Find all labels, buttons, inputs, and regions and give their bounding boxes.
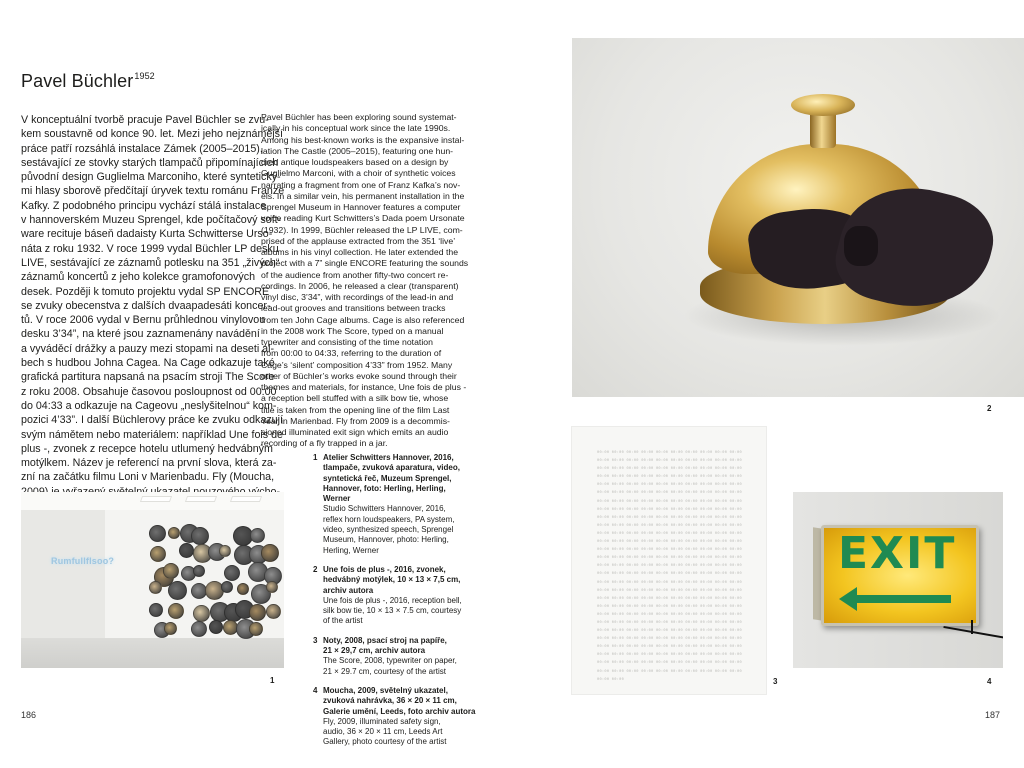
czech-text-line: LIVE, sestávající ze záznamů potlesku na 351 „živých“: [21, 256, 280, 269]
czech-text-line: Kafky. Z podobného principu vychází stálá instalace: [21, 199, 267, 212]
english-text-line: prised of the applause extracted from the 351 ‘live’: [261, 235, 456, 246]
english-body-text: [261, 112, 486, 450]
czech-text-line: sestávající ze stovky starých tlampačů připomínajících: [21, 156, 279, 169]
english-text-line: in the 2008 work The Score, typed on a manual: [261, 325, 444, 336]
figure-4-number: 4: [987, 677, 992, 686]
english-text-line: from 00:00 to 04:33, referring to the duration of: [261, 348, 442, 359]
english-text-line: Among his best-known works is the expansive instal-: [261, 134, 465, 145]
exit-arrow-icon: [853, 595, 951, 603]
english-text-line: Pavel Büchler has been exploring sound systemat-: [261, 112, 457, 122]
english-text-line: of the audience from another fifty-two concert re-: [261, 269, 449, 280]
english-text-line: voice reading Kurt Schwitters’s Dada poem Ursonate: [261, 213, 465, 224]
artist-birth-year: 1952: [134, 71, 155, 81]
english-text-line: a reception bell stuffed with a silk bow tie, whose: [261, 393, 449, 404]
english-text-line: Guglielmo Marconi, with a choir of synthetic voices: [261, 168, 456, 179]
artist-name: Pavel Büchler: [21, 71, 134, 91]
caption-english-line: Une fois de plus -, 2016, reception bell,: [323, 595, 462, 605]
caption-czech-line: Une fois de plus -, 2016, zvonek,: [323, 564, 446, 574]
english-text-line: lation The Castle (2005–2015), featuring one hun-: [261, 145, 454, 156]
english-text-line: albums in his vinyl collection. He later extended the: [261, 247, 459, 257]
czech-text-line: práce patří rozsáhlá instalace Zámek (2005–2015),: [21, 142, 263, 155]
caption-english-line: Museum, Hannover, photo: Herling,: [323, 535, 449, 545]
caption-item: [313, 565, 488, 627]
czech-text-line: a vyváděcí drážky a pauzy mezi stopami na deseti al-: [21, 342, 275, 355]
czech-text-line: motýlkem. Název je referencí na první slova, která za-: [21, 457, 277, 470]
caption-czech-line: zvuková nahrávka, 36 × 20 × 11 cm,: [323, 696, 457, 706]
caption-english-line: Gallery, photo courtesy of the artist: [323, 737, 447, 747]
czech-text-line: plus -, zvonek z recepce hotelu utlumený hedvábným: [21, 442, 273, 455]
caption-czech-line: Hannover, foto: Herling, Herling,: [323, 483, 446, 493]
caption-english-line: Fly, 2009, illuminated safety sign,: [323, 716, 441, 726]
caption-english-line: 21 × 29.7 cm, courtesy of the artist: [323, 666, 446, 676]
english-text-line: els. In a similar vein, his permanent installation in the: [261, 190, 465, 201]
caption-number: 2: [313, 564, 318, 574]
caption-item: [313, 686, 488, 748]
caption-number: 3: [313, 635, 318, 645]
caption-czech-line: hedvábný motýlek, 10 × 13 × 7,5 cm,: [323, 575, 461, 585]
caption-number: 1: [313, 453, 318, 462]
english-text-line: Cage’s ‘silent’ composition 4’33” from 1952. Many: [261, 359, 453, 370]
english-text-line: other of Büchler’s works evoke sound through their: [261, 370, 457, 381]
caption-czech-line: Galerie umění, Leeds, foto archiv autora: [323, 706, 476, 716]
czech-text-line: v hannoverském Muzeu Sprengel, kde počítačový soft-: [21, 214, 282, 227]
english-text-line: project with a 7” single ENCORE featuring the sounds: [261, 258, 469, 269]
caption-item: [313, 636, 488, 677]
english-text-line: Year in Marienbad. Fly from 2009 is a decommis-: [261, 415, 450, 426]
caption-english-line: reflex horn loudspeakers, PA system,: [323, 514, 455, 524]
caption-item: [313, 453, 488, 556]
czech-text-line: kem soustavně od konce 90. let. Mezi jeho nejznámější: [21, 128, 283, 141]
czech-text-line: grafická partitura napsaná na psacím stroji The Score: [21, 371, 275, 384]
english-text-line: title is taken from the opening line of the film Last: [261, 404, 450, 415]
english-text-line: typewriter and consisting of the time notation: [261, 337, 433, 347]
right-page-number: 187: [985, 710, 1001, 720]
figure-2-reception-bell-photo: [572, 38, 1024, 397]
english-text-line: (1932). In 1999, Büchler released the LP LIVE, com-: [261, 224, 463, 235]
czech-text-line: původní design Guglielma Marconiho, které syntetický-: [21, 171, 281, 184]
czech-text-line: desek. Později k tomuto projektu vydal SP ENCORE: [21, 285, 270, 298]
caption-czech-line: Werner: [323, 494, 351, 504]
english-text-line: cordings. In 2006, he released a clear (transparent): [261, 280, 459, 291]
czech-text-line: ware recituje báseň dadaisty Kurta Schwitterse Urso-: [21, 228, 273, 241]
caption-czech-line: 21 × 29,7 cm, archiv autora: [323, 646, 426, 656]
caption-czech-line: Noty, 2008, psací stroj na papíře,: [323, 635, 447, 645]
caption-czech-line: tlampače, zvuková aparatura, video,: [323, 463, 460, 473]
projected-text: Rumfullflsoo?: [51, 556, 115, 566]
english-text-line: vinyl disc, 3’34”, with recordings of the lead-in and: [261, 292, 454, 302]
english-text-line: ically in his conceptual work since the late 1990s.: [261, 123, 451, 134]
caption-english-line: Studio Schwitters Hannover, 2016,: [323, 504, 446, 514]
caption-english-line: of the artist: [323, 616, 363, 626]
czech-text-line: svým námětem nebo materiálem: například Une fois de: [21, 428, 283, 441]
czech-text-line: náta z roku 1932. V roce 1999 vydal Büchler LP desku: [21, 242, 279, 255]
article-title: [21, 71, 155, 92]
czech-text-line: mi hlasy sborově předčítají úryvek textu románu Franze: [21, 185, 285, 198]
czech-text-line: se zvuky obecenstva z dalších dvaapadesáti koncer-: [21, 299, 271, 312]
caption-english-line: The Score, 2008, typewriter on paper,: [323, 656, 457, 666]
captions-block: [313, 453, 488, 757]
figure-1-number: 1: [270, 676, 275, 685]
caption-number: 4: [313, 685, 318, 695]
figure-3-typewritten-score: 00:00 00:00 00:00 00:00 00:00 00:00 00:00 00:00 00:00 00:00 00:00 00:00 00:00 00:00 00:00 00:00 00:00 00:00 00:00 00:00 00:00 00:00 00:00 00:00 00:00 00:00 00:00 00:00 00:00 00:00 00:00 00:00 00:00 00:00 00:00 00:00 00:00 00:00 00:00 00:00 00:00 00:00 00:00 00:00 00:00 00:00 00:00 00:00 00:00 00:00 00:00 00:00 00:00 00:00 00:00 00:00 00:00 00:00 00:00 00:00 00:00 00:00 00:00 00:00 00:00 00:00 00:00 00:00 00:00 00:00 00:00 00:00 00:00 00:00 00:00 00:00 00:00 00:00 00:00 00:00 00:00 00:00 00:00 00:00 00:00 00:00 00:00 00:00 00:00 00:00 00:00 00:00 00:00 00:00 00:00 00:00 00:00 00:00 00:00 00:00 00:00 00:00 00:00 00:00 00:00 00:00 00:00 00:00 00:00 00:00 00:00 00:00 00:00 00:00 00:00 00:00 00:00 00:00 00:00 00:00 00:00 00:00 00:00 00:00 00:00 00:00 00:00 00:00 00:00 00:00 00:00 00:00 00:00 00:00 00:00 00:00 00:00 00:00 00:00 00:00 00:00 00:00 00:00 00:00 00:00 00:00 00:00 00:00 00:00 00:00 00:00 00:00 00:00 00:00 00:00 00:00 00:00 00:00 00:00 00:00 00:00 00:00 00:00 00:00 00:00 00:00 00:00 00:00 00:00 00:00 00:00 00:00 00:00 00:00 00:00 00:00 00:00 00:00 00:00 00:00 00:00 00:00 00:00 00:00 00:00 00:00 00:00 00:00 00:00 00:00 00:00 00:00 00:00 00:00 00:00 00:00 00:00 00:00 00:00 00:00 00:00 00:00 00:00 00:00 00:00 00:00 00:00 00:00 00:00 00:00 00:00 00:00 00:00 00:00 00:00 00:00 00:00 00:00 00:00 00:00 00:00 00:00 00:00 00:00 00:00 00:00 00:00 00:00 00:00 00:00 00:00 00:00 00:00 00:00 00:00 00:00 00:00 00:00 00:00 00:00 00:00 00:00 00:00 00:00 00:00 00:00 00:00 00:00 00:00 00:00 00:00 00:00 00:00 00:00 00:00 00:00 00:00 00:00 00:00 00:00 00:00 00:00 00:00 00:00 00:00 00:00 00:00 00:00 00:00 00:00 00:00 00:00 00:00 00:00 00:00 00:00 00:00 00:00 00:00 00:00 00:00 00:00: [571, 426, 767, 695]
caption-english-line: video, synthesized speech, Sprengel: [323, 525, 454, 535]
czech-text-line: tů. V roce 2006 vydal v Bernu průhlednou vinylovou: [21, 314, 266, 327]
english-text-line: narrating a fragment from one of Franz Kafka’s nov-: [261, 179, 461, 190]
english-text-line: Sprengel Museum in Hannover features a computer: [261, 202, 461, 212]
czech-text-line: do 04:33 a odkazuje na Cageovu „neslyšitelnou“ kom-: [21, 399, 277, 412]
english-text-line: themes and materials, for instance, Une fois de plus -: [261, 382, 467, 392]
czech-text-line: bech s hudbou Johna Cagea. Na Cage odkazuje také: [21, 357, 275, 370]
czech-text-line: desku 3’34”, na které jsou zaznamenány navádění: [21, 328, 260, 341]
czech-text-line: záznamů koncertů z jeho kolekce gramofonových: [21, 271, 256, 284]
caption-english-line: audio, 36 × 20 × 11 cm, Leeds Art: [323, 727, 443, 737]
caption-czech-line: Atelier Schwitters Hannover, 2016,: [323, 453, 454, 462]
caption-english-line: silk bow tie, 10 × 13 × 7.5 cm, courtesy: [323, 606, 462, 616]
caption-english-line: Herling, Werner: [323, 545, 379, 555]
english-text-line: recording of a fly trapped in a jar.: [261, 438, 388, 449]
figure-1-gallery-installation-photo: [21, 492, 284, 668]
czech-text-line: z roku 2008. Obsahuje časovou posloupnost od 00:00: [21, 385, 277, 398]
english-text-line: from ten John Cage albums. Cage is also referenced: [261, 314, 465, 325]
czech-body-text: [21, 113, 285, 513]
caption-czech-line: archiv autora: [323, 585, 374, 595]
figure-3-number: 3: [773, 677, 778, 686]
caption-czech-line: Moucha, 2009, světelný ukazatel,: [323, 685, 448, 695]
figure-4-exit-sign-photo: [793, 492, 1003, 668]
czech-text-line: V konceptuální tvorbě pracuje Pavel Büchler se zvu-: [21, 114, 269, 126]
czech-text-line: pozici 4’33”. I další Büchlerovy práce ke zvuku odkazují: [21, 414, 283, 427]
english-text-line: lead-out grooves and transitions between tracks: [261, 303, 446, 314]
left-page-number: 186: [21, 710, 37, 720]
exit-sign-text: EXIT: [838, 528, 957, 579]
czech-text-line: zní na začátku filmu Loni v Marienbadu. Fly (Moucha,: [21, 471, 275, 484]
figure-2-number: 2: [987, 404, 992, 413]
english-text-line: sioned illuminated exit sign which emits an audio: [261, 427, 449, 437]
english-text-line: dred antique loudspeakers based on a design by: [261, 157, 449, 167]
caption-czech-line: syntetická řeč, Muzeum Sprengel,: [323, 473, 452, 483]
